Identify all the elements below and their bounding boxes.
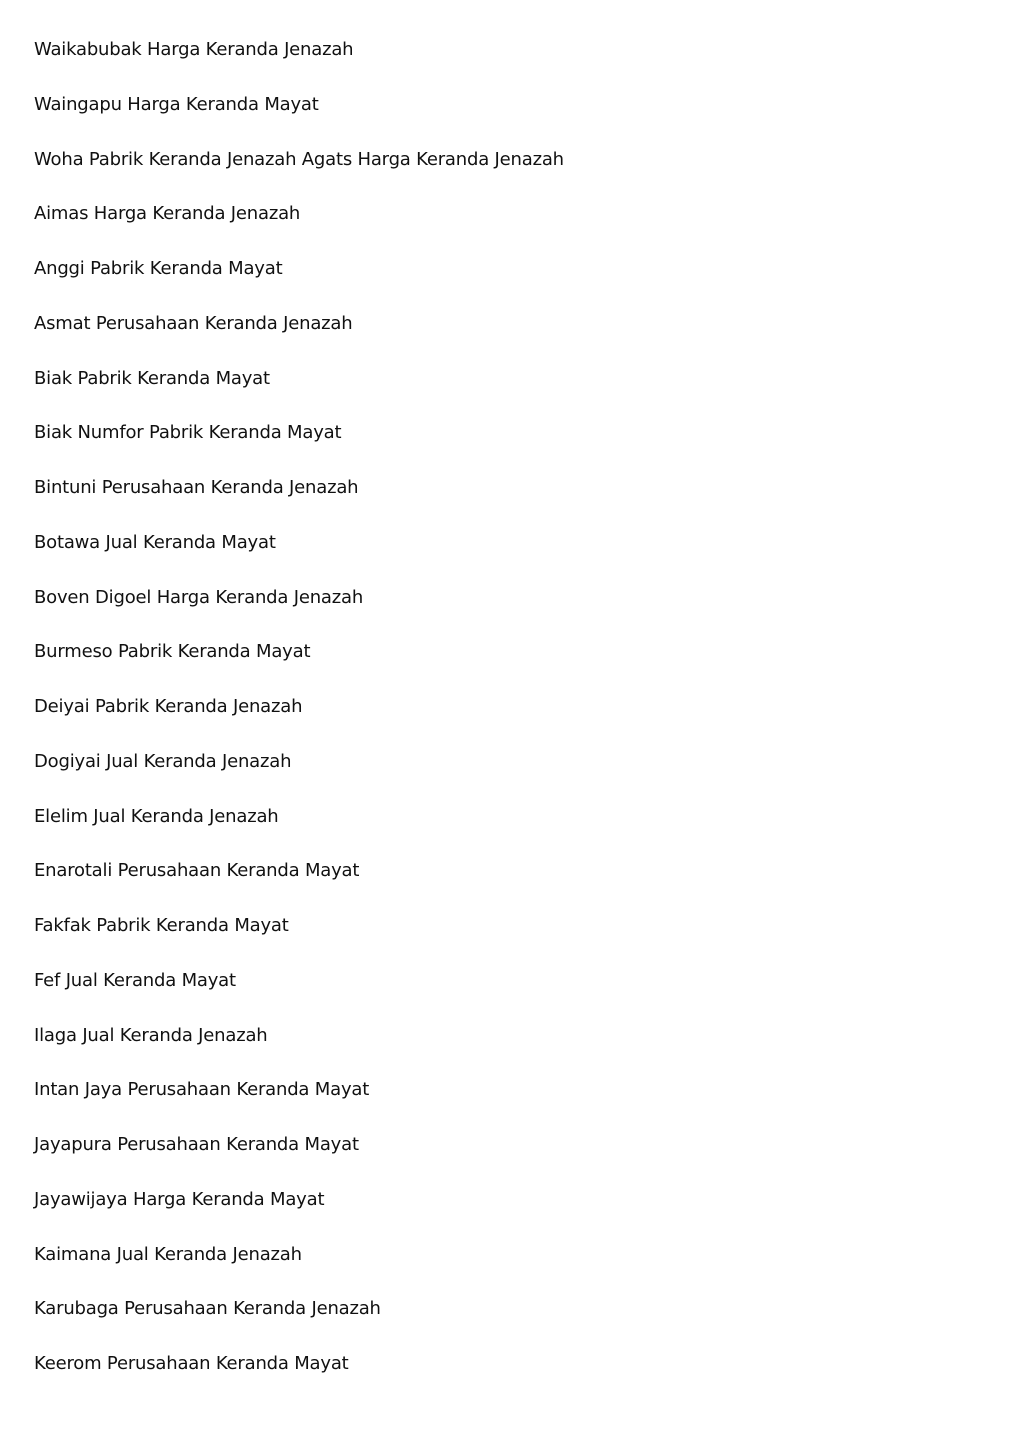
text-line: Enarotali Perusahaan Keranda Mayat: [34, 860, 360, 882]
text-line: Botawa Jual Keranda Mayat: [34, 531, 276, 553]
text-line: Waikabubak Harga Keranda Jenazah: [34, 39, 354, 60]
text-line: Biak Pabrik Keranda Mayat: [34, 367, 270, 389]
text-line: Burmeso Pabrik Keranda Mayat: [34, 641, 311, 663]
text-line: Aimas Harga Keranda Jenazah: [34, 203, 301, 225]
text-line: Asmat Perusahaan Keranda Jenazah: [34, 312, 353, 334]
text-line: Keerom Perusahaan Keranda Mayat: [34, 1353, 349, 1374]
text-line: Kaimana Jual Keranda Jenazah: [34, 1243, 302, 1265]
text-line: Deiyai Pabrik Keranda Jenazah: [34, 696, 303, 717]
text-line: Jayapura Perusahaan Keranda Mayat: [34, 1134, 359, 1155]
text-line: Jayawijaya Harga Keranda Mayat: [34, 1188, 325, 1210]
text-line-list: [34, 36, 564, 1405]
text-line: Waingapu Harga Keranda Mayat: [34, 93, 319, 115]
text-line: Karubaga Perusahaan Keranda Jenazah: [34, 1298, 381, 1320]
text-line: Fakfak Pabrik Keranda Mayat: [34, 915, 289, 936]
text-line: Ilaga Jual Keranda Jenazah: [34, 1024, 268, 1046]
text-line: Biak Numfor Pabrik Keranda Mayat: [34, 422, 342, 444]
text-line: Fef Jual Keranda Mayat: [34, 969, 236, 991]
text-line: Anggi Pabrik Keranda Mayat: [34, 258, 283, 279]
text-line: Dogiyai Jual Keranda Jenazah: [34, 750, 292, 772]
text-line: Bintuni Perusahaan Keranda Jenazah: [34, 477, 359, 498]
text-line: Intan Jaya Perusahaan Keranda Mayat: [34, 1079, 370, 1101]
text-line: Woha Pabrik Keranda Jenazah Agats Harga Keranda Jenazah: [34, 148, 564, 170]
text-line: Elelim Jual Keranda Jenazah: [34, 805, 279, 827]
text-line: Boven Digoel Harga Keranda Jenazah: [34, 586, 364, 608]
